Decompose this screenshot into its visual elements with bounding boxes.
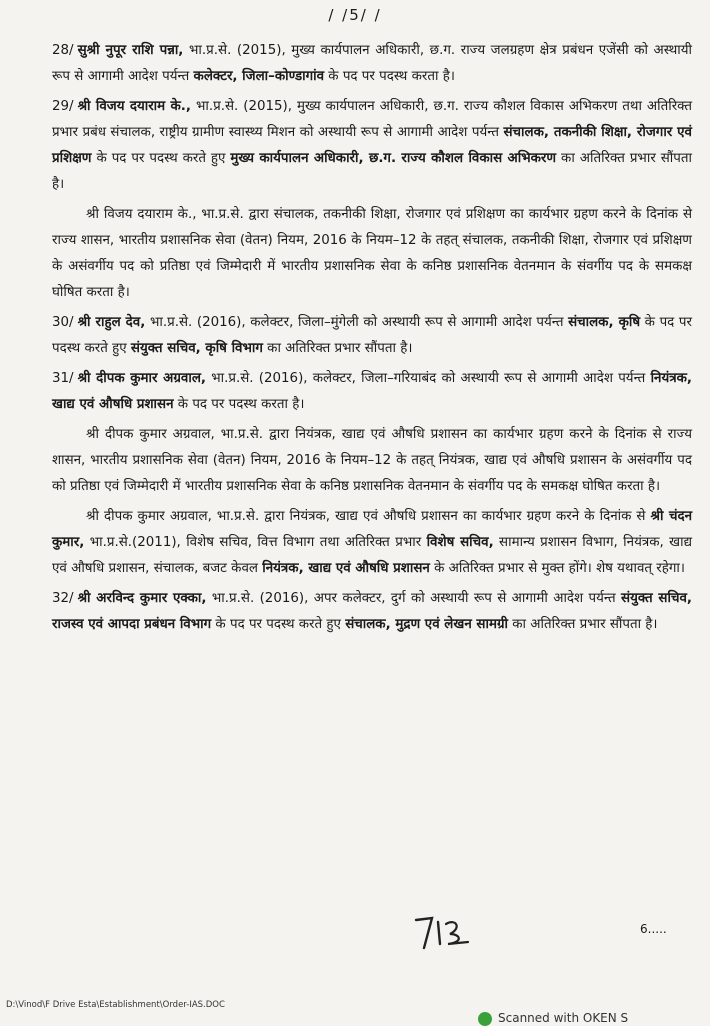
paragraph-number: 30/ — [52, 315, 74, 330]
body-text: का अतिरिक्त प्रभार सौंपता है। — [507, 617, 658, 632]
order-paragraph — [52, 202, 692, 306]
body-text: के अतिरिक्त प्रभार से मुक्त होंगे। शेष यथावत् रहेगा। — [429, 561, 685, 576]
order-paragraph — [52, 586, 692, 638]
emphasis-text: संयुक्त सचिव, राजस्व एवं आपदा प्रबंधन विभाग — [52, 591, 692, 632]
emphasis-text: संचालक, कृषि — [568, 315, 641, 330]
emphasis-text: नियंत्रक, खाद्य एवं औषधि प्रशासन — [52, 371, 692, 412]
emphasis-text: श्री चंदन कुमार, — [52, 509, 693, 550]
paragraph-number: 29/ — [52, 99, 74, 114]
emphasis-text: श्री अरविन्द कुमार एक्का, — [77, 591, 207, 606]
emphasis-text: सुश्री नुपूर राशि पन्ना, — [77, 43, 184, 58]
body-text: के पद पर पदस्थ करते हुए — [91, 151, 231, 166]
body-text: सामान्य प्रशासन विभाग, नियंत्रक, खाद्य एवं औषधि प्रशासन, संचालक, बजट केवल — [52, 535, 693, 576]
emphasis-text: नियंत्रक, खाद्य एवं औषधि प्रशासन — [262, 561, 430, 576]
order-paragraph — [52, 94, 692, 198]
body-text: का अतिरिक्त प्रभार सौंपता है। — [52, 151, 692, 192]
signature-initials — [410, 910, 474, 954]
order-paragraph — [52, 422, 692, 500]
page-number: / /5/ / — [328, 6, 382, 24]
footer-file-path: D:\Vinod\F Drive Esta\Establishment\Order-IAS.DOC — [6, 1000, 225, 1010]
emphasis-text: कलेक्टर, जिला–कोण्डागांव — [193, 69, 325, 84]
body-text: के पद पर पदस्थ करता है। — [173, 397, 305, 412]
body-text: के पद पर पदस्थ करते हुए — [211, 617, 346, 632]
order-paragraph — [52, 38, 692, 90]
emphasis-text: संयुक्त सचिव, कृषि विभाग — [130, 341, 263, 356]
body-text: भा.प्र.से. (2016), कलेक्टर, जिला–गरियाबंद को अस्थायी रूप से आगामी आदेश पर्यन्त — [205, 371, 651, 386]
body-text: श्री दीपक कुमार अग्रवाल, भा.प्र.से. द्वारा नियंत्रक, खाद्य एवं औषधि प्रशासन का कार्यभार ग्रहण करने के दिनांक से — [86, 509, 651, 524]
emphasis-text: मुख्य कार्यपालन अधिकारी, छ.ग. राज्य कौशल विकास अभिकरण — [230, 151, 557, 166]
emphasis-text: श्री राहुल देव, — [77, 315, 146, 330]
document-body — [52, 38, 692, 642]
next-page-marker: 6..... — [640, 922, 667, 936]
emphasis-text: श्री विजय दयाराम के., — [77, 99, 191, 114]
order-paragraph — [52, 310, 692, 362]
paragraph-number: 31/ — [52, 371, 74, 386]
paragraph-number: 32/ — [52, 591, 74, 606]
emphasis-text: श्री दीपक कुमार अग्रवाल, — [77, 371, 206, 386]
body-text: के पद पर पदस्थ करते हुए — [52, 315, 692, 356]
order-paragraph — [52, 366, 692, 418]
emphasis-text: संचालक, मुद्रण एवं लेखन सामग्री — [345, 617, 508, 632]
body-text: भा.प्र.से. (2016), कलेक्टर, जिला–मुंगेली को अस्थायी रूप से आगामी आदेश पर्यन्त — [145, 315, 569, 330]
body-text: श्री विजय दयाराम के., भा.प्र.से. द्वारा संचालक, तकनीकी शिक्षा, रोजगार एवं प्रशिक्षण का कार्यभार ग्रहण करने के दिनांक से राज्य शासन, भारतीय प्रशासनिक सेवा (वेतन) नियम, 2016 के नियम–12 के तहत् संचालक, तकनीकी शिक्षा, रोजगार एवं प्रशिक्षण के असंवर्गीय पद को प्रतिष्ठा एवं जिम्मेदारी में भारतीय प्रशासनिक सेवा के कनिष्ठ प्रशासनिक वेतनमान के संवर्गीय पद के समकक्ष घोषित करता है। — [52, 207, 692, 300]
order-paragraph — [52, 504, 692, 582]
body-text: श्री दीपक कुमार अग्रवाल, भा.प्र.से. द्वारा नियंत्रक, खाद्य एवं औषधि प्रशासन का कार्यभार ग्रहण करने के दिनांक से राज्य शासन, भारतीय प्रशासनिक सेवा (वेतन) नियम, 2016 के नियम–12 के तहत् नियंत्रक, खाद्य एवं औषधि प्रशासन के असंवर्गीय पद को प्रतिष्ठा एवं जिम्मेदारी में भारतीय प्रशासनिक सेवा के कनिष्ठ प्रशासनिक वेतनमान के संवर्गीय पद के समकक्ष घोषित करता है। — [52, 427, 692, 494]
body-text: का अतिरिक्त प्रभार सौंपता है। — [262, 341, 413, 356]
paragraph-number: 28/ — [52, 43, 74, 58]
emphasis-text: संचालक, तकनीकी शिक्षा, रोजगार एवं प्रशिक्षण — [52, 125, 692, 166]
body-text: के पद पर पदस्थ करता है। — [324, 69, 455, 84]
body-text: भा.प्र.से.(2011), विशेष सचिव, वित्त विभाग तथा अतिरिक्त प्रभार — [84, 535, 427, 550]
body-text: भा.प्र.से. (2015), मुख्य कार्यपालन अधिकारी, छ.ग. राज्य जलग्रहण क्षेत्र प्रबंधन एजेंसी को अस्थायी रूप से आगामी आदेश पर्यन्त — [52, 43, 692, 84]
scanner-watermark: Scanned with OKEN S — [498, 1011, 629, 1025]
body-text: भा.प्र.से. (2015), मुख्य कार्यपालन अधिकारी, छ.ग. राज्य कौशल विकास अभिकरण तथा अतिरिक्त प्रभार प्रबंध संचालक, राष्ट्रीय ग्रामीण स्वास्थ्य मिशन को अस्थायी रूप से आगामी आदेश पर्यन्त — [52, 99, 692, 140]
emphasis-text: विशेष सचिव, — [426, 535, 494, 550]
body-text: भा.प्र.से. (2016), अपर कलेक्टर, दुर्ग को अस्थायी रूप से आगामी आदेश पर्यन्त — [206, 591, 622, 606]
